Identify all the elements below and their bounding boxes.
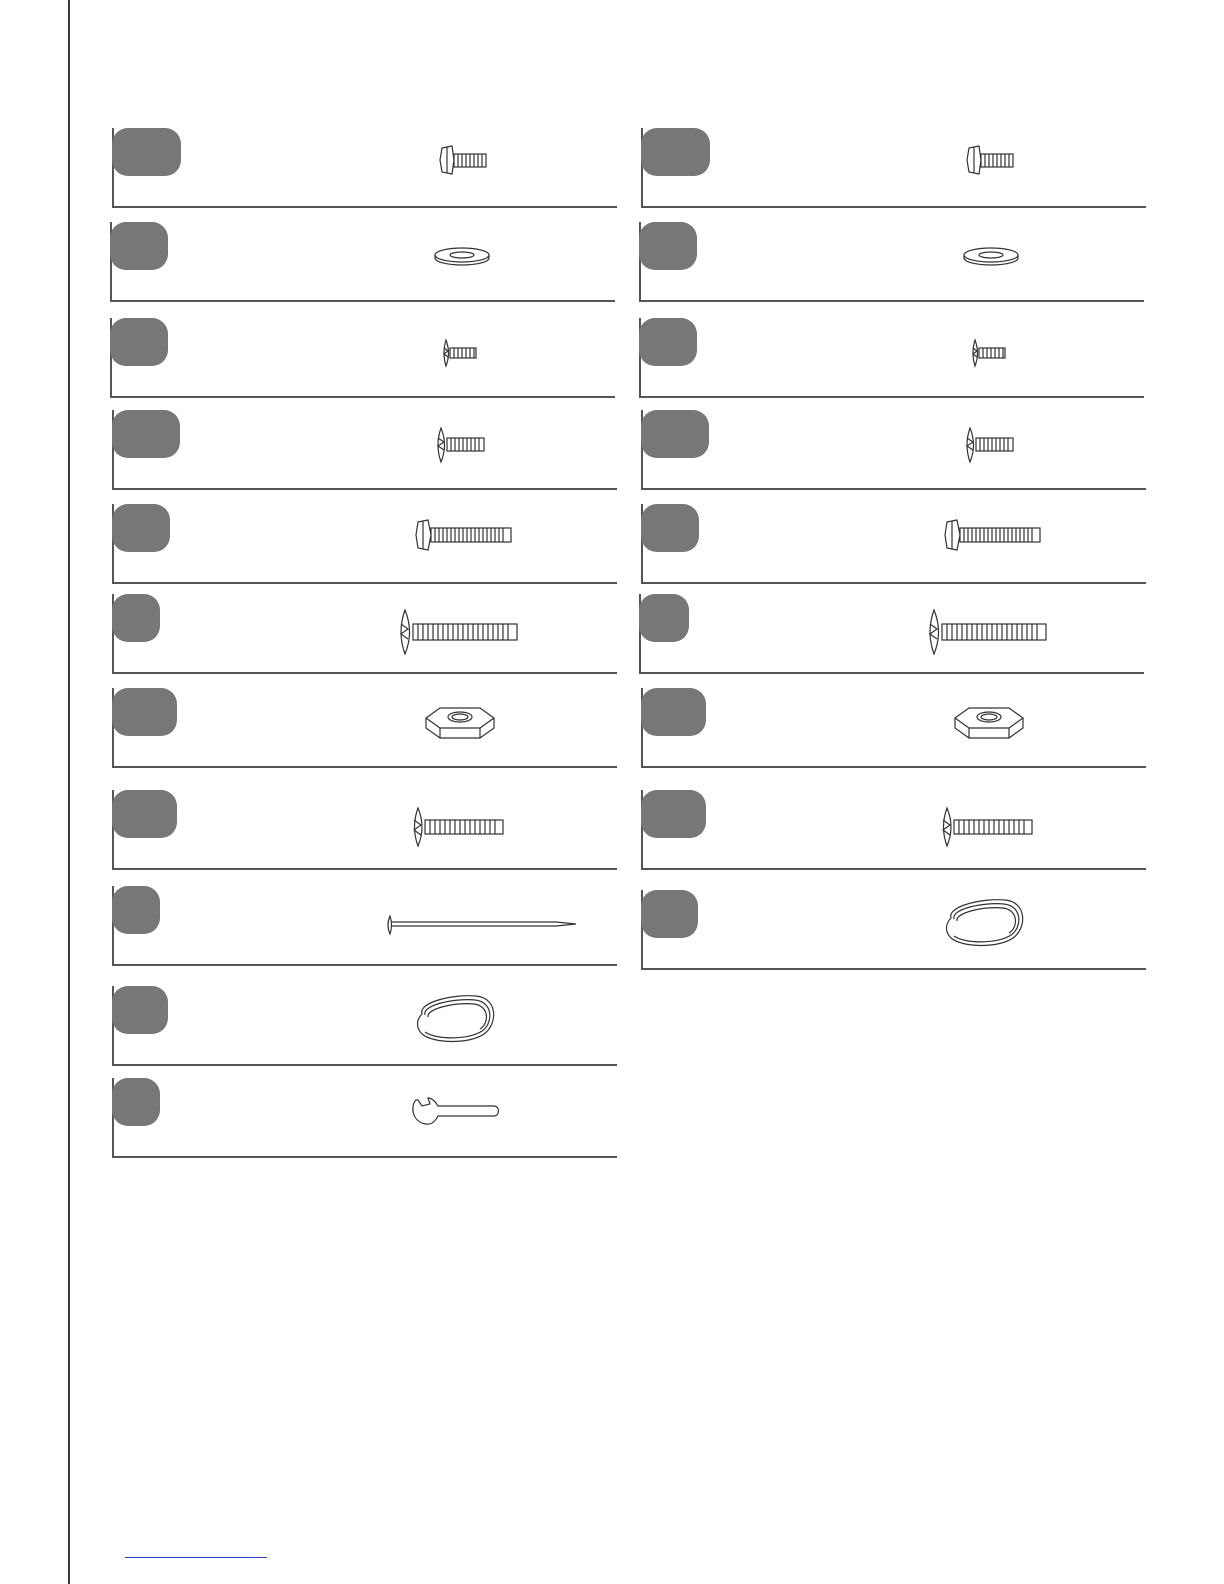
part-label-badge [641,410,709,458]
hex-nut-icon [953,706,1025,740]
part-row [112,790,617,870]
part-row [641,410,1146,490]
footer-link-underline[interactable] [125,1557,267,1558]
flat-washer-icon [963,246,1019,266]
part-row [112,128,617,208]
part-label-badge [641,790,706,838]
part-label-badge [112,886,160,934]
part-row [641,688,1146,768]
part-row [112,886,617,966]
part-row [641,128,1146,208]
hex-bolt-long-icon [943,518,1043,552]
flat-washer-icon [434,246,490,266]
part-label-badge [639,222,697,270]
part-label-badge [110,222,168,270]
part-label-badge [112,688,177,736]
part-label-badge [112,1078,160,1126]
rubber-band-icon [414,994,498,1044]
part-row [112,594,617,674]
part-row [112,688,617,768]
part-row [110,318,615,398]
part-label-badge [112,128,181,176]
truss-screw-large-icon [939,806,1035,848]
truss-screw-medium-icon [434,426,488,464]
truss-screw-large-icon [410,806,506,848]
page-spine-line [68,0,70,1584]
part-row [112,410,617,490]
part-row [110,222,615,302]
part-row [112,504,617,584]
hex-bolt-short-icon [965,144,1017,176]
part-label-badge [112,594,160,642]
part-label-badge [112,790,177,838]
part-row [641,790,1146,870]
hex-nut-icon [424,706,496,740]
truss-screw-long-icon [396,608,520,656]
hex-bolt-short-icon [438,144,490,176]
wrench-icon [410,1096,504,1130]
part-row [112,986,617,1066]
part-row [639,318,1144,398]
hinge-pin-icon [386,914,578,936]
rubber-band-icon [943,898,1027,948]
part-label-badge [112,410,180,458]
truss-screw-short-icon [969,338,1009,368]
part-row [639,594,1144,674]
truss-screw-long-icon [925,608,1049,656]
part-row [639,222,1144,302]
part-label-badge [110,318,168,366]
part-label-badge [641,890,698,938]
part-row [641,504,1146,584]
truss-screw-short-icon [440,338,480,368]
part-row [641,890,1146,970]
part-label-badge [112,986,168,1034]
part-label-badge [641,504,699,552]
part-label-badge [112,504,170,552]
part-label-badge [641,128,710,176]
part-label-badge [639,318,697,366]
part-label-badge [641,688,706,736]
part-row [112,1078,617,1158]
truss-screw-medium-icon [963,426,1017,464]
hex-bolt-long-icon [414,518,514,552]
part-label-badge [639,594,689,642]
